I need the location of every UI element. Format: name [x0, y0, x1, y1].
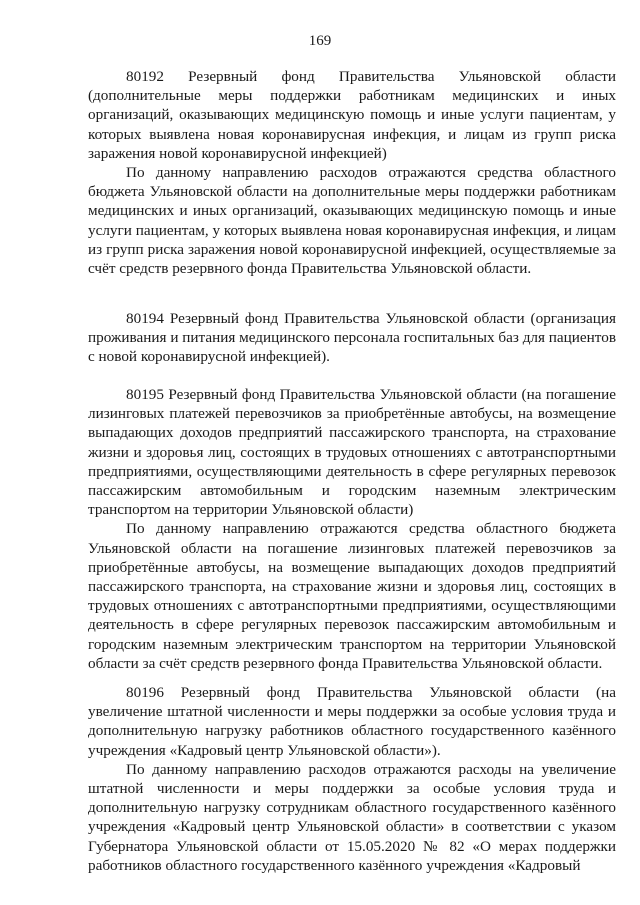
section-80196	[88, 683, 616, 875]
section-80192	[88, 67, 616, 278]
section-heading: 80192 Резервный фонд Правительства Ульяновской области (дополнительные меры поддержки работникам медицинских и иных организаций, оказывающих медицинскую помощь и иные услуги пациентам, у которых выявлена новая коронавирусная инфекция, и лицам из групп риска заражения новой коронавирусной инфекцией)	[88, 68, 616, 162]
section-80195	[88, 385, 616, 673]
section-body: По данному направлению отражаются средства областного бюджета Ульяновской области на погашение лизинговых платежей перевозчиков за приобретённые автобусы, на возмещение выпадающих доходов предприятий пассажирского транспорта, на страхование жизни и здоровья лиц, состоящих в трудовых отношениях с автотранспортными предприятиями, осуществляющими деятельность в сфере регулярных перевозок пассажирским автомобильным и городским наземным электрическим транспортом на территории Ульяновской области за счёт средств резервного фонда Правительства Ульяновской области.	[88, 520, 616, 672]
section-heading: 80196 Резервный фонд Правительства Ульяновской области (на увеличение штатной численности и меры поддержки за особые условия труда и дополнительную нагрузку работников областного государственного казённого учреждения «Кадровый центр Ульяновской области»).	[88, 684, 616, 759]
section-80194	[88, 309, 616, 367]
section-heading: 80195 Резервный фонд Правительства Ульяновской области (на погашение лизинговых платежей перевозчиков за приобретённые автобусы, на возмещение выпадающих доходов предприятий пассажирского транспорта, на страхование жизни и здоровья лиц, состоящих в трудовых отношениях с автотранспортными предприятиями, осуществляющими деятельность в сфере регулярных перевозок пассажирским автомобильным и городским наземным электрическим транспортом на территории Ульяновской области)	[88, 386, 616, 519]
page-number: 169	[308, 33, 332, 49]
section-heading: 80194 Резервный фонд Правительства Ульяновской области (организация проживания и питания медицинского персонала госпитальных баз для пациентов с новой коронавирусной инфекцией).	[88, 310, 616, 366]
section-body: По данному направлению расходов отражаются средства областного бюджета Ульяновской области на дополнительные меры поддержки работникам медицинских и иных организаций, оказывающих медицинскую помощь и иные услуги пациентам, у которых выявлена новая коронавирусная инфекция, и лицам из групп риска заражения новой коронавирусной инфекцией, осуществляемые за счёт средств резервного фонда Правительства Ульяновской области.	[88, 164, 616, 278]
section-body: По данному направлению расходов отражаются расходы на увеличение штатной численности и меры поддержки за особые условия труда и дополнительную нагрузку сотрудникам областного государственного казённого учреждения «Кадровый центр Ульяновской области» в соответствии с указом Губернатора Ульяновской области от 15.05.2020 № 82 «О мерах поддержки работников областного государственного казённого учреждения «Кадровый	[88, 760, 616, 874]
